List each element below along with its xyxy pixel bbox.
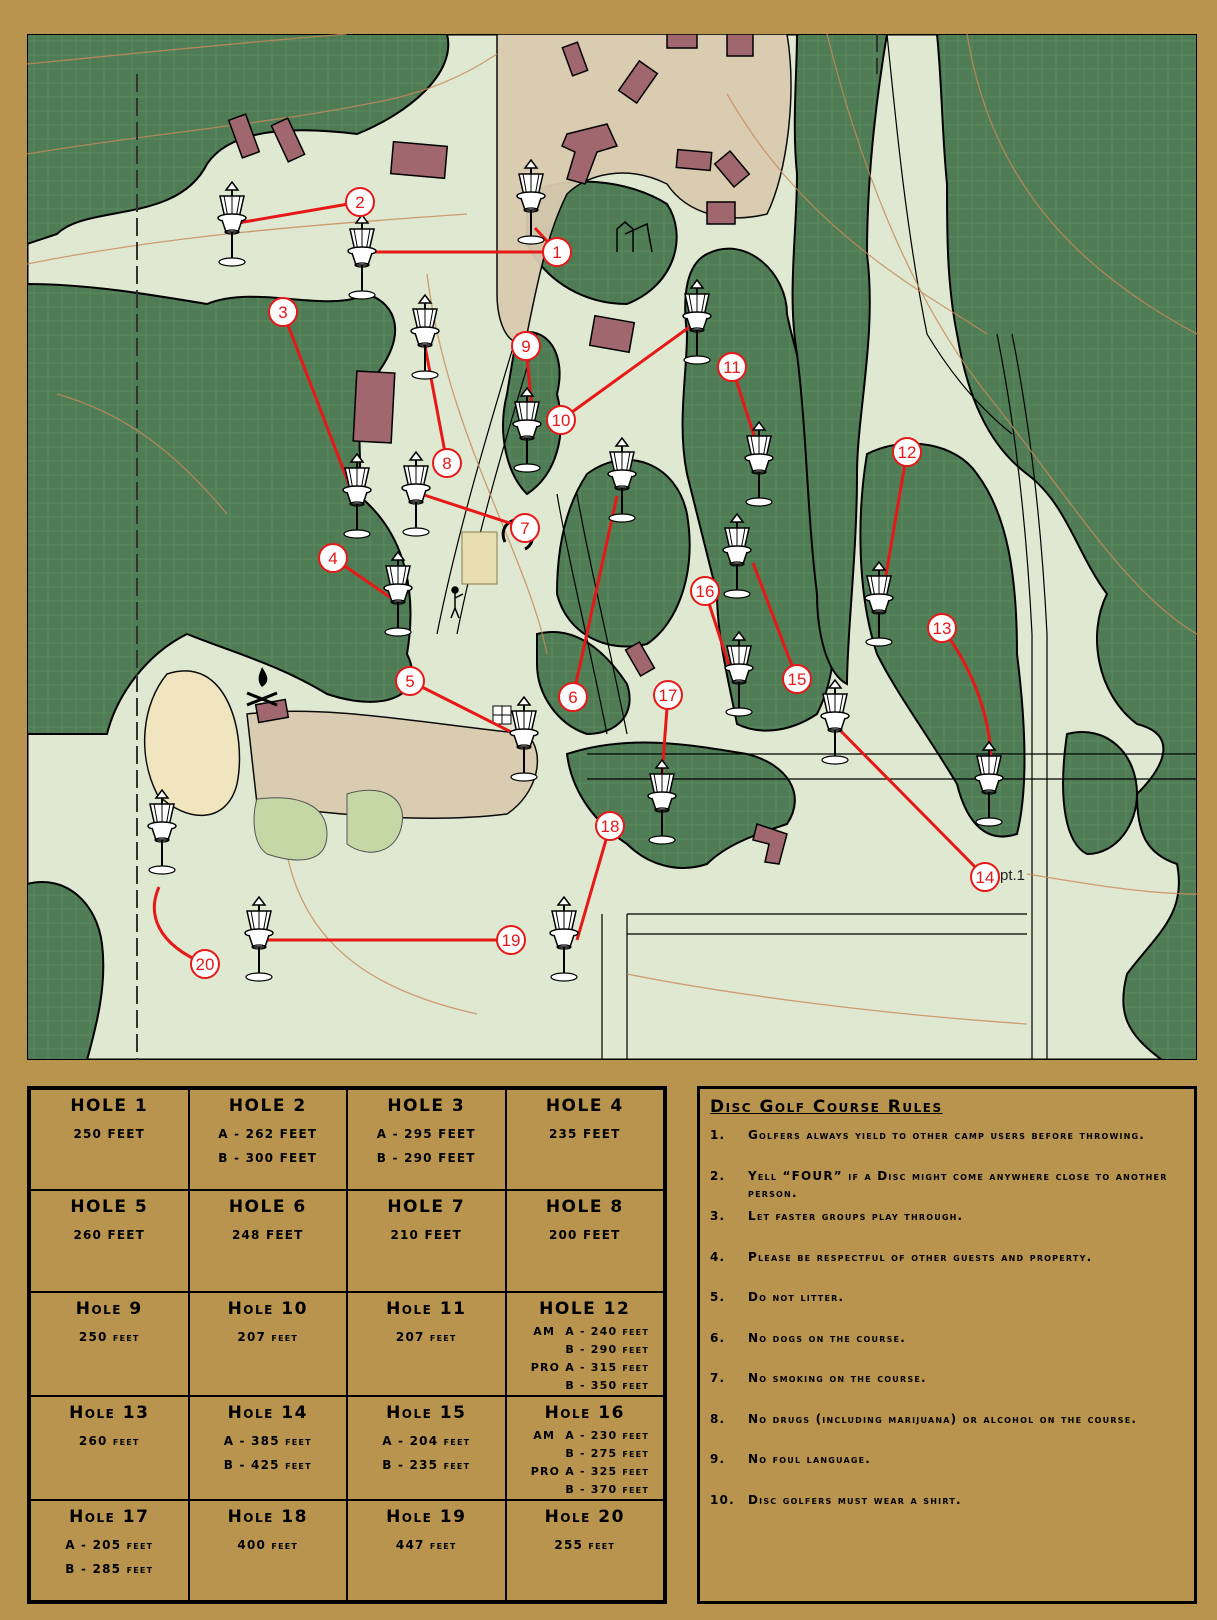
hole-distance: 400 feet	[237, 1537, 299, 1552]
hole-cell	[30, 1292, 189, 1396]
rule-number: 7.	[710, 1371, 726, 1385]
rule-text: No drugs (including marijuana) or alcohol on the course.	[748, 1411, 1138, 1426]
hole-marker-13	[928, 614, 956, 642]
hole-title: HOLE 8	[545, 1197, 624, 1218]
hole-marker-18	[596, 812, 624, 840]
hole-distance: 250 feet	[78, 1329, 140, 1344]
rule-item	[710, 1289, 1184, 1330]
hole-title: Hole 19	[386, 1506, 467, 1527]
hole-distance: AM A - 240 feet B - 290 feet PRO A - 315 feet B - 350 feet	[530, 1324, 649, 1392]
hole-distance-table	[27, 1086, 667, 1604]
hole-marker-5	[396, 667, 424, 695]
hole-marker-19	[497, 926, 525, 954]
hole-marker-label: 19	[501, 931, 521, 950]
rule-text: No dogs on the course.	[748, 1330, 906, 1345]
hole-marker-label: 6	[568, 688, 578, 707]
hole-marker-label: 14	[975, 868, 995, 887]
hole-marker-label: 9	[521, 337, 531, 356]
hole-marker-2	[346, 188, 374, 216]
hole-title: Hole 17	[69, 1506, 150, 1527]
rule-number: 4.	[710, 1249, 726, 1264]
hole-marker-label: 16	[695, 582, 715, 601]
hole-marker-15	[783, 665, 811, 693]
rule-text: Please be respectful of other guests and property.	[748, 1249, 1093, 1264]
hole-distance: 255 feet	[554, 1537, 616, 1552]
hole-title: Hole 9	[75, 1298, 143, 1319]
hole-title: HOLE 12	[539, 1298, 631, 1319]
hole-cell	[189, 1396, 348, 1500]
rule-number: 6.	[710, 1330, 726, 1345]
hole-marker-8	[433, 449, 461, 477]
hole-marker-label: 13	[932, 619, 952, 638]
course-map	[27, 34, 1197, 1060]
hole-marker-label: 5	[405, 672, 415, 691]
hole-distance: 200 FEET	[548, 1228, 621, 1243]
hole-marker-6	[559, 683, 587, 711]
hole-marker-4	[319, 544, 347, 572]
hole-marker-1	[543, 238, 571, 266]
hole-cell	[189, 1089, 348, 1190]
hole-title: HOLE 1	[70, 1096, 149, 1116]
hole-marker-label: 12	[897, 443, 917, 462]
hole-marker-3	[269, 298, 297, 326]
rule-number: 9.	[710, 1452, 726, 1466]
rule-text: Golfers always yield to other camp users before throwing.	[748, 1128, 1146, 1142]
rule-item	[710, 1208, 1184, 1249]
hole-marker-label: 18	[600, 817, 620, 836]
hole-title: HOLE 3	[387, 1096, 466, 1116]
hole-distance: 447 feet	[395, 1537, 457, 1552]
hole-marker-10	[547, 406, 575, 434]
hole-distance: 207 feet	[395, 1329, 457, 1344]
hole-cell	[30, 1396, 189, 1500]
hole-distance: 207 feet	[237, 1329, 299, 1344]
hole-title: Hole 18	[227, 1506, 308, 1527]
hole-title: HOLE 4	[545, 1096, 624, 1116]
hole-cell	[30, 1500, 189, 1601]
hole-marker-14	[971, 863, 999, 891]
hole-cell	[347, 1190, 506, 1291]
hole-distance: 250 FEET	[73, 1127, 146, 1141]
hole-distance: 210 FEET	[390, 1228, 463, 1243]
hole-title: Hole 15	[386, 1402, 467, 1423]
hole-marker-label: 15	[787, 670, 807, 689]
course-rules-panel	[697, 1086, 1197, 1604]
hole-title: Hole 10	[227, 1298, 308, 1319]
rule-text: Let faster groups play through.	[748, 1209, 964, 1223]
hole-cell	[30, 1190, 189, 1291]
hole-marker-12	[893, 438, 921, 466]
hole-marker-label: 7	[520, 519, 530, 538]
rules-title: Disc Golf Course Rules	[710, 1097, 943, 1117]
rule-text: Do not litter.	[748, 1290, 845, 1304]
hole-cell	[347, 1396, 506, 1500]
hole-cell	[506, 1292, 665, 1396]
hole-cell	[30, 1089, 189, 1190]
hole-marker-label: 10	[551, 411, 571, 430]
hole-distance: A - 205 feet B - 285 feet	[65, 1537, 154, 1576]
hole-marker-label: 20	[195, 955, 215, 974]
rule-text: No foul language.	[748, 1452, 872, 1466]
hole-distance: AM A - 230 feet B - 275 feet PRO A - 325 feet B - 370 feet	[530, 1428, 649, 1496]
rule-text: Disc golfers must wear a shirt.	[748, 1492, 962, 1507]
hole-title: Hole 16	[544, 1402, 625, 1423]
hole-marker-label: 1	[552, 243, 562, 262]
hole-cell	[189, 1190, 348, 1291]
hole-title: HOLE 2	[228, 1096, 307, 1116]
hole-cell	[347, 1500, 506, 1601]
rule-item	[710, 1168, 1184, 1209]
hole-cell	[506, 1396, 665, 1500]
hole-cell	[506, 1500, 665, 1601]
rule-text: No smoking on the course.	[748, 1371, 927, 1385]
hole-cell	[506, 1190, 665, 1291]
hole-marker-16	[691, 577, 719, 605]
hole-marker-20	[191, 950, 219, 978]
rule-number: 5.	[710, 1290, 726, 1304]
hole-cell	[347, 1089, 506, 1190]
hole-marker-label: 2	[355, 193, 365, 212]
hole-marker-17	[654, 681, 682, 709]
hole-distance: A - 204 feet B - 235 feet	[382, 1433, 471, 1472]
hole-distance: A - 295 FEET B - 290 FEET	[376, 1127, 476, 1165]
hole-marker-9	[512, 332, 540, 360]
hole-distance: A - 385 feet B - 425 feet	[223, 1433, 312, 1472]
hole-distance: 260 feet	[78, 1433, 140, 1448]
rule-item	[710, 1411, 1184, 1452]
rule-item	[710, 1370, 1184, 1411]
hole-title: Hole 13	[69, 1402, 150, 1423]
hole-marker-label: 11	[723, 358, 741, 377]
hole-marker-label: 8	[442, 454, 452, 473]
hole-title: HOLE 5	[70, 1197, 149, 1218]
hole-marker-label: 17	[658, 686, 678, 705]
rule-number: 10.	[710, 1492, 735, 1507]
hole-cell	[506, 1089, 665, 1190]
rule-item	[710, 1249, 1184, 1290]
pt1-label: pt.1	[1000, 867, 1026, 884]
hole-title: Hole 20	[544, 1506, 625, 1527]
rule-item	[710, 1330, 1184, 1371]
grid-icon	[493, 706, 511, 724]
hole-distance: A - 262 FEET B - 300 FEET	[218, 1127, 318, 1165]
rule-number: 8.	[710, 1411, 726, 1426]
rule-item	[710, 1451, 1184, 1492]
hole-title: HOLE 7	[387, 1197, 466, 1218]
hole-cell	[189, 1500, 348, 1601]
hole-marker-label: 4	[328, 549, 338, 568]
hole-cell	[347, 1292, 506, 1396]
hole-marker-7	[511, 514, 539, 542]
rule-item	[710, 1492, 1184, 1533]
hole-distance: 260 FEET	[73, 1228, 146, 1243]
rule-number: 3.	[710, 1209, 726, 1223]
hole-marker-11	[718, 353, 746, 381]
hole-distance: 248 FEET	[231, 1228, 304, 1243]
hole-cell	[189, 1292, 348, 1396]
hole-title: Hole 14	[227, 1402, 308, 1423]
hole-marker-label: 3	[278, 303, 288, 322]
hole-distance: 235 FEET	[548, 1127, 621, 1141]
rule-item	[710, 1127, 1184, 1168]
hole-title: Hole 11	[386, 1298, 467, 1319]
rule-number: 1.	[710, 1128, 726, 1142]
rule-number: 2.	[710, 1168, 726, 1183]
rule-text: Yell “FOUR” if a Disc might come anywhere close to another person.	[748, 1168, 1168, 1200]
hole-title: HOLE 6	[228, 1197, 307, 1218]
